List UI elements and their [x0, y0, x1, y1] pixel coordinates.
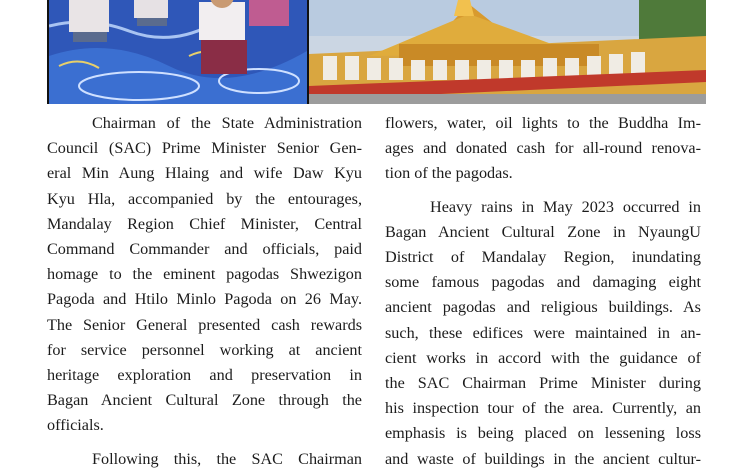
text-line: Command Commander and officials, paid	[47, 240, 362, 259]
text-line: for service personnel working at ancient	[47, 340, 362, 359]
text-line: Chairman of the State Administration	[92, 114, 362, 132]
right-paragraph-2	[385, 195, 701, 472]
text-line: and waste of buildings in the ancient cultur-	[385, 449, 701, 468]
text-line: flowers, water, oil lights to the Buddha Im-	[385, 114, 701, 132]
text-line: homage to the eminent pagodas Shwezigon	[47, 265, 362, 284]
text-line: Following this, the SAC Chairman	[92, 449, 362, 468]
text-line: ancient pagodas and religious buildings. As	[385, 298, 701, 317]
text-line: cient works in accord with the guidance of	[385, 348, 701, 367]
text-line: Kyu Hla, accompanied by the entourages,	[47, 189, 362, 208]
left-paragraph-2	[47, 447, 362, 472]
text-line: heritage exploration and preservation in	[47, 366, 362, 385]
text-line: Bagan Ancient Cultural Zone in NyaungU	[385, 222, 701, 241]
text-line: The Senior General presented cash rewards	[47, 315, 362, 334]
text-line: emphasis is being placed on lessening loss	[385, 424, 701, 443]
paragraph-gap	[385, 187, 701, 195]
text-line: Heavy rains in May 2023 occurred in	[430, 197, 701, 216]
carpet-scene-image	[49, 0, 307, 104]
text-line: some famous pagodas and damaging eight	[385, 273, 701, 292]
text-line: tion of the pagodas.	[385, 164, 513, 183]
paragraph-gap	[47, 439, 362, 447]
text-line: Mandalay Region Chief Minister, Central	[47, 214, 362, 233]
text-line: Council (SAC) Prime Minister Senior Gen-	[47, 139, 362, 158]
photo-paying-homage	[49, 0, 307, 104]
text-line: ages and donated cash for all-round renova-	[385, 139, 701, 158]
text-line: his inspection tour of the area. Currently, an	[385, 399, 701, 418]
text-line: the SAC Chairman Prime Minister during	[385, 374, 701, 393]
text-line: District of Mandalay Region, inundating	[385, 248, 701, 267]
text-line: eral Min Aung Hlaing and wife Daw Kyu	[47, 164, 362, 183]
right-paragraph-1	[385, 111, 701, 187]
article-column-left	[47, 111, 362, 472]
text-line: officials.	[47, 416, 104, 435]
text-line: Pagoda and Htilo Minlo Pagoda on 26 May.	[47, 290, 362, 309]
photo-strip	[47, 0, 706, 104]
text-line: Bagan Ancient Cultural Zone through the	[47, 391, 362, 410]
text-line: such, these edifices were maintained in an-	[385, 323, 701, 342]
article-column-right	[385, 111, 701, 472]
pagoda-scene-image	[309, 0, 706, 104]
photo-golden-pagoda	[309, 0, 706, 104]
left-paragraph-1	[47, 111, 362, 439]
